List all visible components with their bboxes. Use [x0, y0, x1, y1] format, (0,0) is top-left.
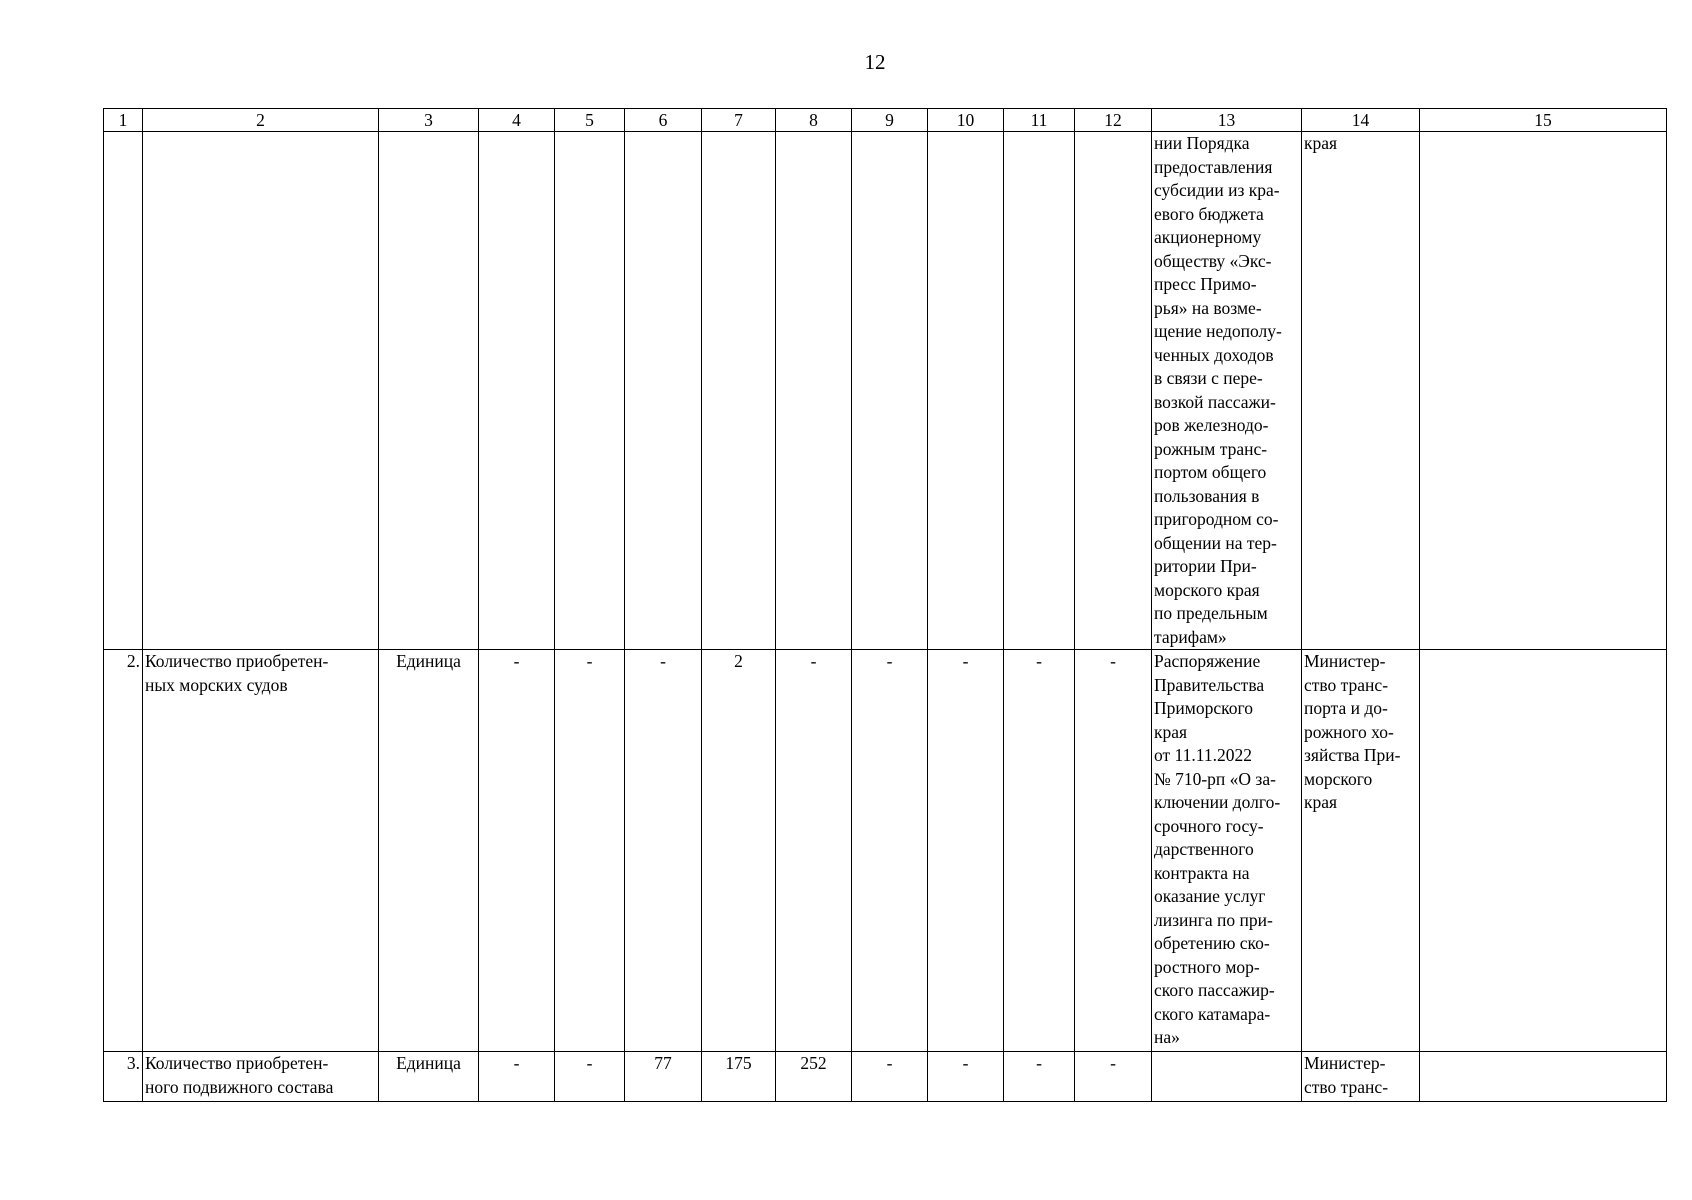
cell-col-5: -: [555, 650, 625, 1052]
cell-col-13: [1152, 650, 1302, 1052]
column-header: 12: [1075, 109, 1152, 132]
cell-col-8: [776, 132, 852, 650]
cell-text-line: акционерному: [1154, 227, 1262, 247]
column-header: 9: [852, 109, 928, 132]
cell-col-9: -: [852, 650, 928, 1052]
cell-text-line: порта и до-: [1304, 698, 1388, 718]
cell-text-line: ство транс-: [1304, 674, 1389, 695]
cell-col-6: 77: [625, 1052, 702, 1102]
column-header: 14: [1302, 109, 1420, 132]
cell-text-line: ского катамара-: [1154, 1003, 1271, 1024]
cell-col-7: 175: [702, 1052, 776, 1102]
cell-col-5: [555, 132, 625, 650]
cell-text-line: срочного госу-: [1154, 815, 1264, 836]
cell-text-line: ство транс-: [1304, 1076, 1389, 1097]
cell-text-line: зяйства При-: [1304, 745, 1401, 765]
table-header-row: [104, 109, 1667, 132]
cell-text-line: ского пассажир-: [1154, 980, 1275, 1000]
cell-text-line: ключении долго-: [1154, 792, 1281, 812]
column-header: 4: [479, 109, 555, 132]
cell-text-line: Количество приобретен-: [145, 1053, 329, 1073]
cell-text-line: субсидии из кра-: [1154, 180, 1280, 200]
cell-text-line: морского края: [1154, 579, 1260, 600]
cell-text-line: Распоряжение: [1154, 651, 1261, 671]
cell-text-line: возкой пассажи-: [1154, 391, 1276, 412]
cell-text-line: ростного мор-: [1154, 956, 1260, 977]
cell-text-line: пресс Примо-: [1154, 274, 1257, 294]
column-header: 1: [104, 109, 143, 132]
cell-col-10: -: [928, 1052, 1004, 1102]
indicators-table: [103, 108, 1667, 1102]
column-header: 2: [143, 109, 379, 132]
cell-text-line: нии Порядка: [1154, 133, 1250, 153]
cell-text-line: по предельным: [1154, 603, 1268, 623]
cell-col-4: [479, 132, 555, 650]
cell-text-line: ченных доходов: [1154, 344, 1274, 365]
cell-col-5: -: [555, 1052, 625, 1102]
cell-text-line: щение недополу-: [1154, 321, 1282, 341]
cell-col-15: [1420, 650, 1667, 1052]
cell-col-3: [379, 132, 479, 650]
cell-col-7: [702, 132, 776, 650]
cell-col-4: -: [479, 650, 555, 1052]
column-header: 7: [702, 109, 776, 132]
table-row: [104, 1052, 1667, 1102]
cell-col-12: [1075, 132, 1152, 650]
cell-text-line: Министер-: [1304, 1053, 1386, 1073]
cell-text-line: рожного хо-: [1304, 721, 1394, 742]
cell-col-3: Единица: [379, 650, 479, 1052]
cell-text-line: ных морских судов: [145, 674, 288, 695]
column-header: 6: [625, 109, 702, 132]
cell-text-line: края: [1304, 792, 1338, 812]
cell-text-line: края: [1154, 721, 1188, 742]
cell-col-9: [852, 132, 928, 650]
column-header: 15: [1420, 109, 1667, 132]
cell-col-8: 252: [776, 1052, 852, 1102]
cell-text-line: Приморского: [1154, 698, 1253, 718]
cell-text-line: обретению ско-: [1154, 933, 1270, 953]
cell-text-line: дарственного: [1154, 839, 1254, 859]
column-header: 5: [555, 109, 625, 132]
cell-text-line: ров железнодо-: [1154, 415, 1269, 435]
cell-col-1: 3.: [104, 1052, 143, 1102]
page-number: 12: [864, 50, 886, 74]
cell-text-line: в связи с пере-: [1154, 368, 1263, 388]
cell-text-line: Количество приобретен-: [145, 651, 329, 671]
cell-col-6: [625, 132, 702, 650]
cell-text-line: на»: [1154, 1027, 1180, 1047]
column-header: 10: [928, 109, 1004, 132]
cell-col-8: -: [776, 650, 852, 1052]
cell-col-10: [928, 132, 1004, 650]
cell-col-14: [1302, 1052, 1420, 1102]
cell-text-line: тарифам»: [1154, 626, 1227, 647]
column-header: 3: [379, 109, 479, 132]
column-header: 11: [1004, 109, 1075, 132]
cell-col-10: -: [928, 650, 1004, 1052]
table-row: [104, 650, 1667, 1052]
cell-col-12: -: [1075, 1052, 1152, 1102]
cell-text-line: ритории При-: [1154, 556, 1257, 576]
cell-col-13: [1152, 132, 1302, 650]
cell-col-7: 2: [702, 650, 776, 1052]
cell-text-line: предоставления: [1154, 156, 1273, 177]
cell-col-12: -: [1075, 650, 1152, 1052]
cell-text-line: Правительства: [1154, 674, 1265, 695]
cell-col-14: [1302, 132, 1420, 650]
cell-text-line: рожным транс-: [1154, 438, 1268, 459]
cell-text-line: пользования в: [1154, 485, 1260, 506]
cell-text-line: Министер-: [1304, 651, 1386, 671]
cell-col-6: -: [625, 650, 702, 1052]
cell-text-line: № 710-рп «О за-: [1154, 768, 1276, 789]
cell-text-line: портом общего: [1154, 462, 1267, 482]
cell-col-11: [1004, 132, 1075, 650]
cell-col-11: -: [1004, 650, 1075, 1052]
cell-text-line: лизинга по при-: [1154, 909, 1273, 930]
cell-col-9: -: [852, 1052, 928, 1102]
cell-text-line: края: [1304, 133, 1338, 153]
cell-text-line: пригородном со-: [1154, 509, 1279, 529]
cell-col-2: [143, 650, 379, 1052]
cell-text-line: ного подвижного состава: [145, 1076, 334, 1097]
cell-text-line: рья» на возме-: [1154, 297, 1262, 318]
cell-col-15: [1420, 132, 1667, 650]
cell-text-line: морского: [1304, 768, 1373, 789]
cell-col-14: [1302, 650, 1420, 1052]
cell-col-3: Единица: [379, 1052, 479, 1102]
table-row: [104, 132, 1667, 650]
cell-col-13: [1152, 1052, 1302, 1102]
column-header: 13: [1152, 109, 1302, 132]
cell-col-1: 2.: [104, 650, 143, 1052]
cell-col-4: -: [479, 1052, 555, 1102]
cell-text-line: обществу «Экс-: [1154, 250, 1272, 271]
cell-col-11: -: [1004, 1052, 1075, 1102]
cell-text-line: от 11.11.2022: [1154, 745, 1252, 765]
cell-text-line: оказание услуг: [1154, 886, 1266, 906]
column-header: 8: [776, 109, 852, 132]
cell-col-15: [1420, 1052, 1667, 1102]
cell-col-2: [143, 132, 379, 650]
cell-text-line: контракта на: [1154, 862, 1250, 883]
cell-col-1: [104, 132, 143, 650]
cell-text-line: общении на тер-: [1154, 532, 1277, 553]
cell-text-line: евого бюджета: [1154, 203, 1264, 224]
cell-col-2: [143, 1052, 379, 1102]
